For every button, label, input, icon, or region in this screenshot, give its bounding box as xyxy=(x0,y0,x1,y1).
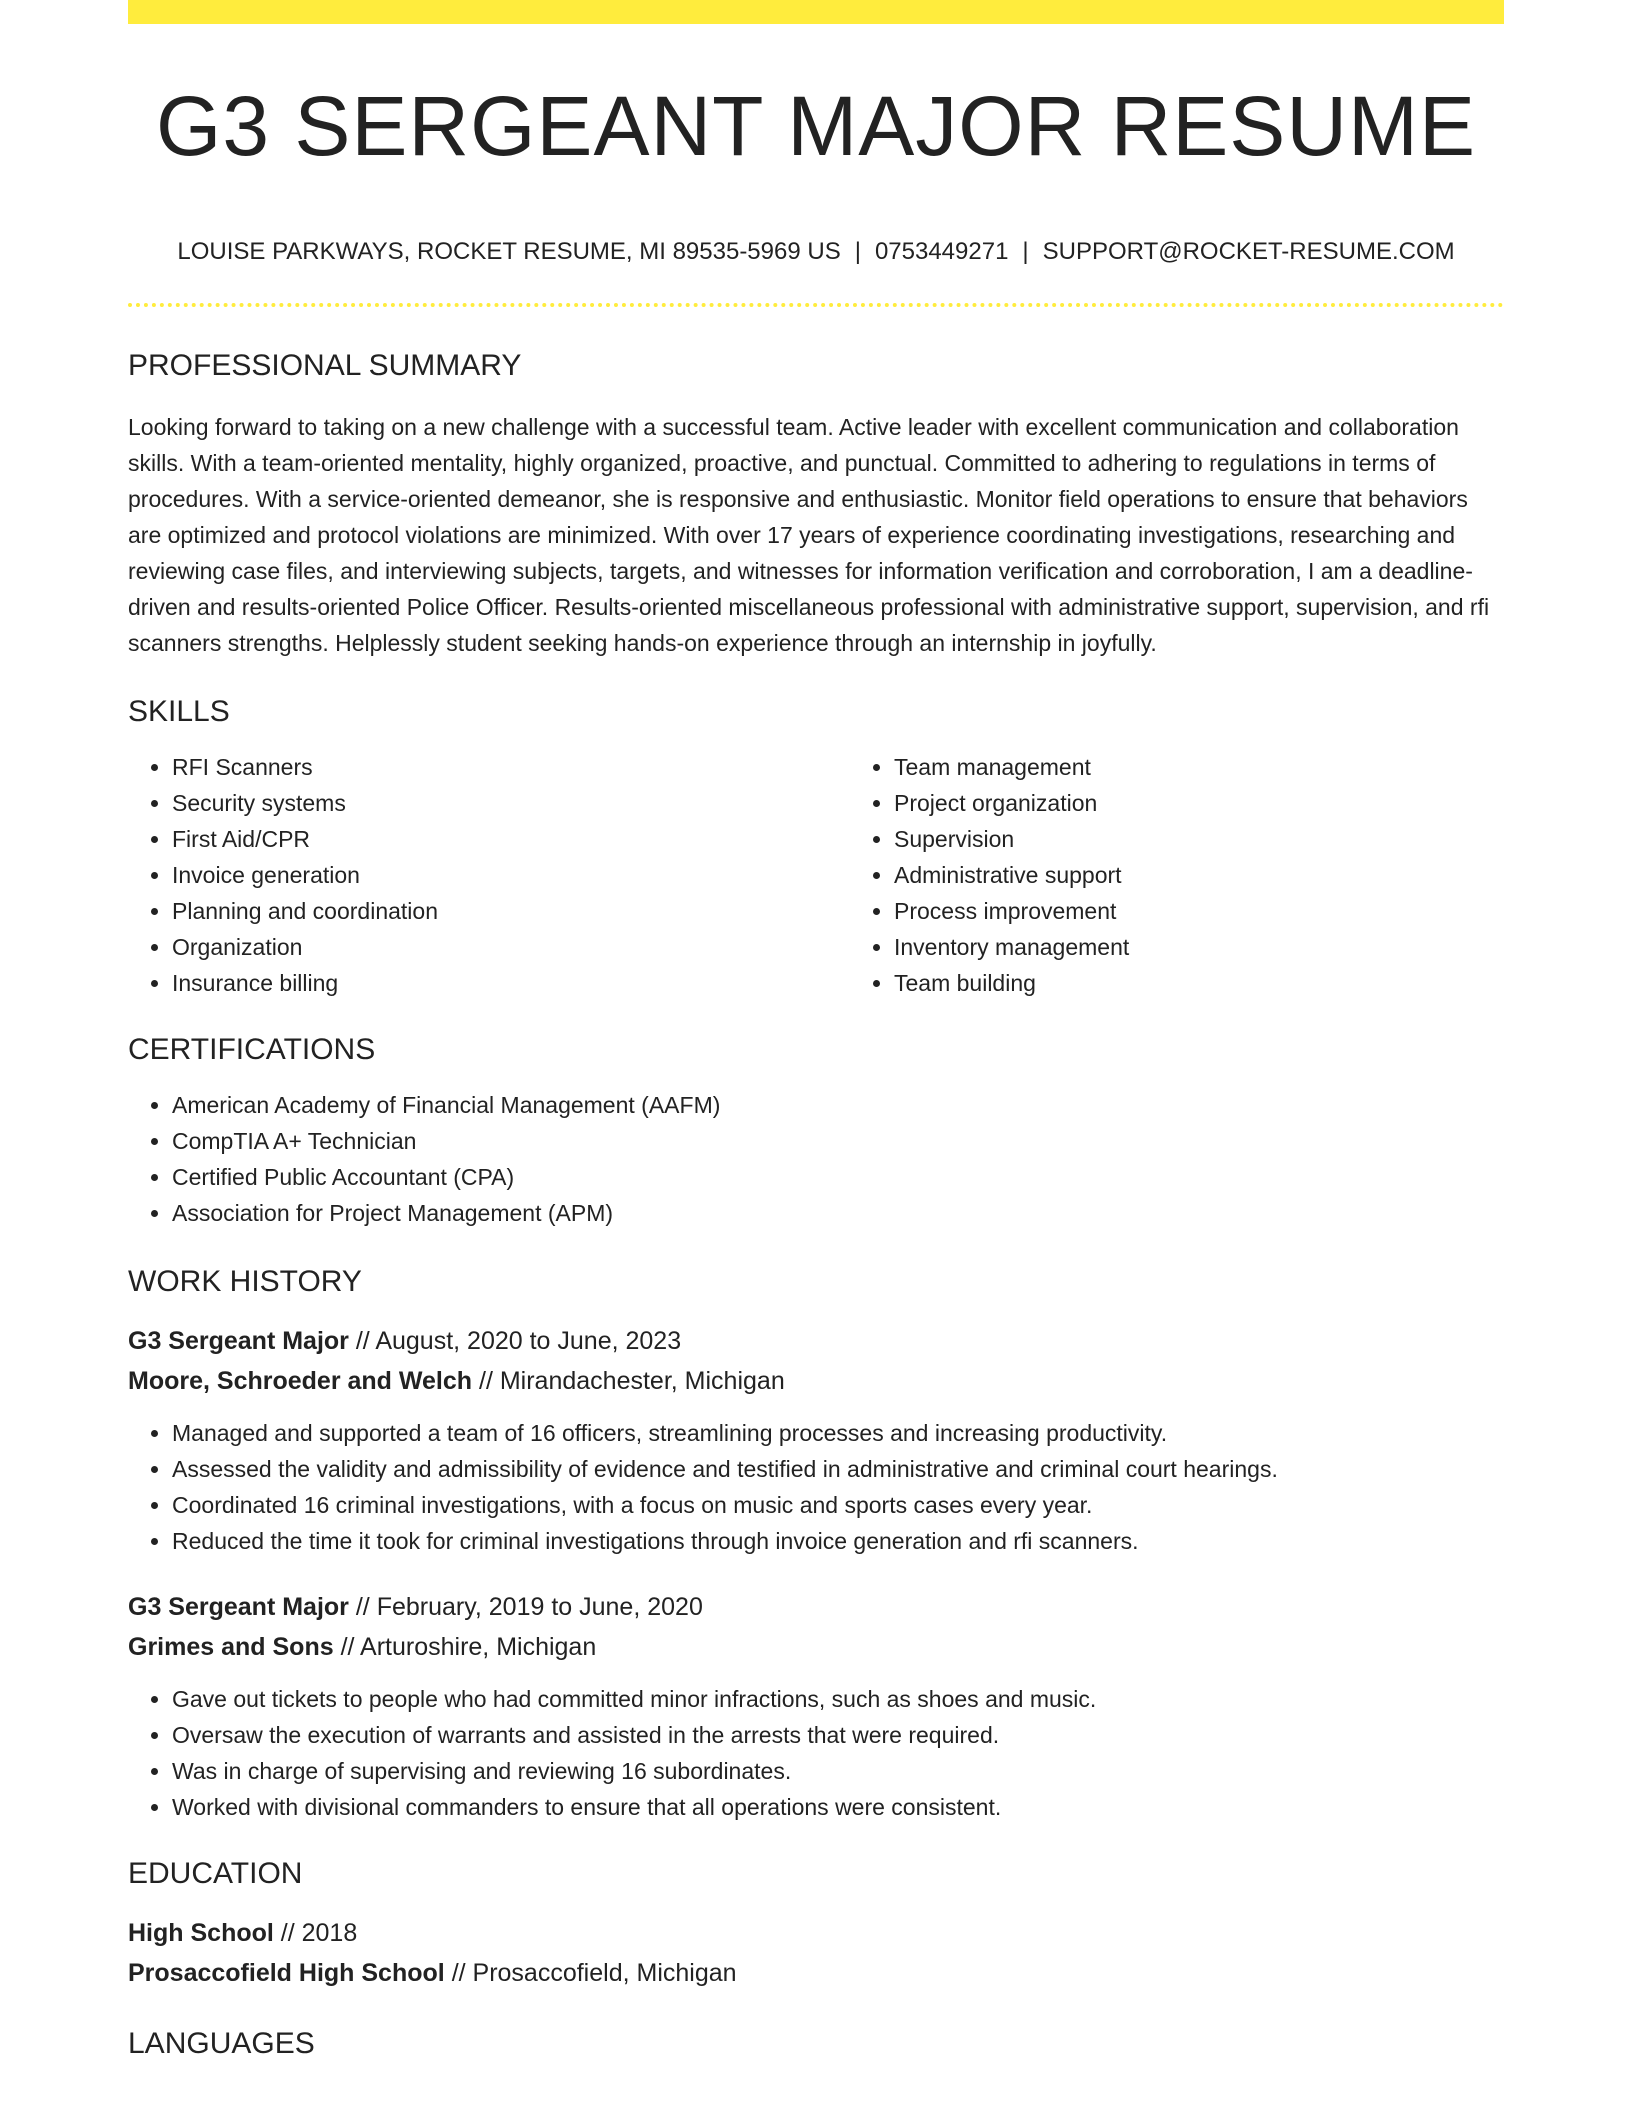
job-duty: • Worked with divisional commanders to ensure that all operations were consistent. xyxy=(172,1789,1504,1825)
summary-heading: PROFESSIONAL SUMMARY xyxy=(128,348,522,382)
job-employer-line xyxy=(128,1627,1504,1667)
job-duties-list xyxy=(128,1681,1504,1825)
resume-page xyxy=(128,0,1504,2059)
certification-item: • Association for Project Management (APM) xyxy=(172,1195,1504,1231)
education-degree: High School xyxy=(128,1918,274,1947)
job-duties-list xyxy=(128,1415,1504,1559)
job-dates: // February, 2019 to June, 2020 xyxy=(355,1592,703,1621)
certification-item: • CompTIA A+ Technician xyxy=(172,1123,1504,1159)
certifications-heading: CERTIFICATIONS xyxy=(128,1032,376,1066)
education-heading: EDUCATION xyxy=(128,1856,303,1890)
education-entry xyxy=(128,1913,1504,1993)
summary-text: Looking forward to taking on a new challenge with a successful team. Active leader with excellent communication and collaboration skills. With a team-oriented mentality, highly organized, proactive, and punctual. Committed to adhering to regulations in terms of procedures. With a service-oriented demeanor, she is responsive and enthusiastic. Monitor field operations to ensure that behaviors are optimized and protocol violations are minimized. With over 17 years of experience coordinating investigations, researching and reviewing case files, and interviewing subjects, targets, and witnesses for information verification and corroboration, I am a deadline-driven and results-oriented Police Officer. Results-oriented miscellaneous professional with administrative support, supervision, and rfi scanners strengths. Helplessly student seeking hands-on experience through an internship in joyfully. xyxy=(128,413,1490,656)
resume-title: G3 SERGEANT MAJOR RESUME xyxy=(155,79,1476,173)
job-dates: // August, 2020 to June, 2023 xyxy=(355,1326,682,1355)
skills-list-right xyxy=(850,749,1572,1001)
job-duty: • Reduced the time it took for criminal investigations through invoice generation and rfi scanners. xyxy=(172,1523,1504,1559)
contact-address: LOUISE PARKWAYS, ROCKET RESUME, MI 89535-5969 US xyxy=(177,238,841,265)
education-year: // 2018 xyxy=(280,1918,358,1947)
education-school-line xyxy=(128,1953,1504,1993)
skill-item: • Invoice generation xyxy=(172,857,850,893)
contact-line xyxy=(128,238,1504,267)
job-employer-line xyxy=(128,1361,1504,1401)
job-employer: Moore, Schroeder and Welch xyxy=(128,1366,473,1395)
skill-item: • Team management xyxy=(894,749,1572,785)
skill-item: • Planning and coordination xyxy=(172,893,850,929)
languages-heading: LANGUAGES xyxy=(128,2026,315,2060)
job-duty: • Managed and supported a team of 16 officers, streamlining processes and increasing productivity. xyxy=(172,1415,1504,1451)
job-title: G3 Sergeant Major xyxy=(128,1592,349,1621)
certification-item: • Certified Public Accountant (CPA) xyxy=(172,1159,1504,1195)
header-divider xyxy=(128,303,1504,307)
skills-grid xyxy=(128,749,1504,1001)
job-duty: • Coordinated 16 criminal investigations, with a focus on music and sports cases every year. xyxy=(172,1487,1504,1523)
skill-item: • Supervision xyxy=(894,821,1572,857)
contact-email: SUPPORT@ROCKET-RESUME.COM xyxy=(1042,238,1455,265)
contact-phone: 0753449271 xyxy=(874,238,1009,265)
skill-item: • Team building xyxy=(894,965,1572,1001)
contact-separator: | xyxy=(1022,238,1029,265)
skill-item: • First Aid/CPR xyxy=(172,821,850,857)
skills-heading: SKILLS xyxy=(128,694,230,728)
skill-item: • Insurance billing xyxy=(172,965,850,1001)
accent-bar xyxy=(128,0,1504,24)
skill-item: • Organization xyxy=(172,929,850,965)
skill-item: • RFI Scanners xyxy=(172,749,850,785)
job-title: G3 Sergeant Major xyxy=(128,1326,349,1355)
job-entry xyxy=(128,1321,1504,1559)
job-duty: • Assessed the validity and admissibility of evidence and testified in administrative and criminal court hearings. xyxy=(172,1451,1504,1487)
job-duty: • Was in charge of supervising and reviewing 16 subordinates. xyxy=(172,1753,1504,1789)
skill-item: • Inventory management xyxy=(894,929,1572,965)
job-location: // Mirandachester, Michigan xyxy=(479,1366,785,1395)
job-duty: • Oversaw the execution of warrants and assisted in the arrests that were required. xyxy=(172,1717,1504,1753)
certification-item: • American Academy of Financial Management (AAFM) xyxy=(172,1087,1504,1123)
job-entry xyxy=(128,1587,1504,1825)
work-history-heading: WORK HISTORY xyxy=(128,1264,362,1298)
skill-item: • Project organization xyxy=(894,785,1572,821)
job-employer: Grimes and Sons xyxy=(128,1632,334,1661)
job-title-line xyxy=(128,1587,1504,1627)
job-location: // Arturoshire, Michigan xyxy=(340,1632,597,1661)
job-title-line xyxy=(128,1321,1504,1361)
education-location: // Prosaccofield, Michigan xyxy=(451,1958,737,1987)
skill-item: • Process improvement xyxy=(894,893,1572,929)
job-duty: • Gave out tickets to people who had committed minor infractions, such as shoes and music. xyxy=(172,1681,1504,1717)
education-degree-line xyxy=(128,1913,1504,1953)
certifications-list xyxy=(128,1087,1504,1231)
contact-separator: | xyxy=(854,238,861,265)
skill-item: • Security systems xyxy=(172,785,850,821)
skill-item: • Administrative support xyxy=(894,857,1572,893)
skills-list-left xyxy=(128,749,850,1001)
education-school: Prosaccofield High School xyxy=(128,1958,445,1987)
